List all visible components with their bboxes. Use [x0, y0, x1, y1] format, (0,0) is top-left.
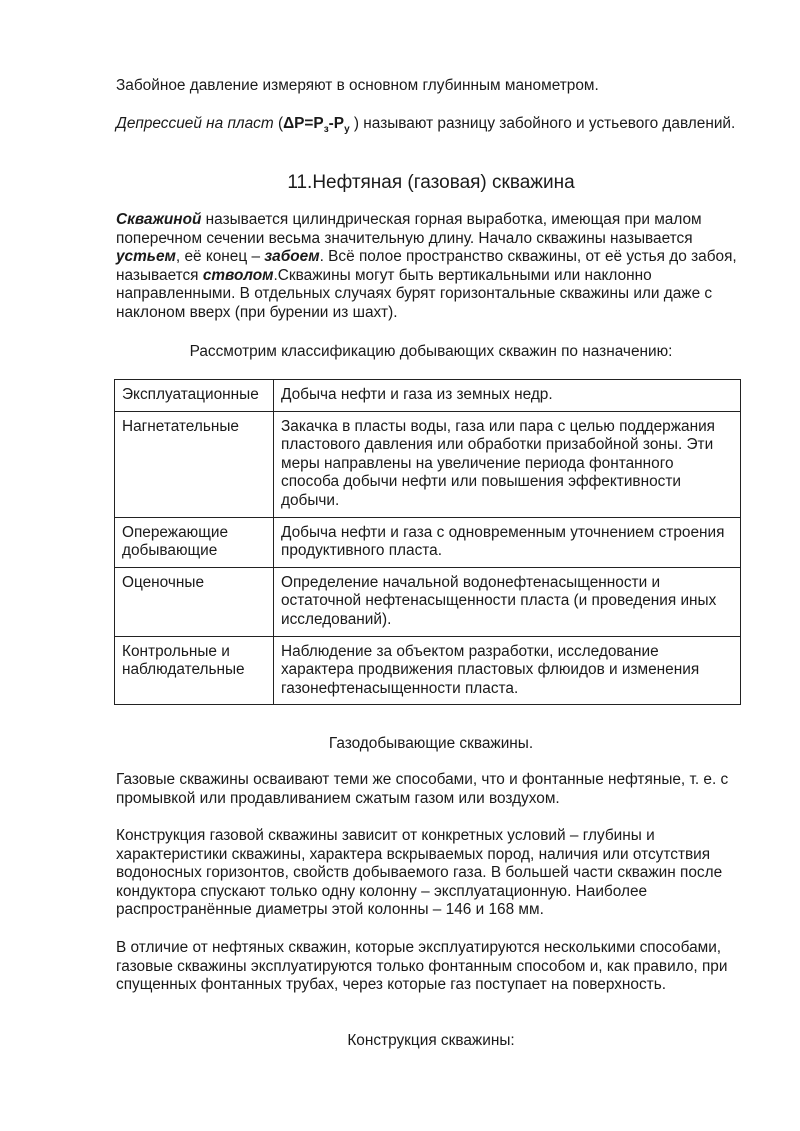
- formula-subscript-u: у: [344, 124, 350, 136]
- subheading-gas-wells: Газодобывающие скважины.: [328, 735, 534, 752]
- well-type-cell: Оценочные: [115, 567, 274, 636]
- term-bottomhole: забоем: [264, 248, 320, 266]
- well-type-cell: Эксплуатационные: [115, 380, 274, 412]
- paragraph-gas-well-operation: В отличие от нефтяных скважин, которые эксплуатируются несколькими способами, газовые скважины эксплуатируются только фонтанным способом и, как правило, при спущенных фонтанных трубах, через которые газ поступает на поверхность.: [116, 939, 728, 994]
- term-borehole: стволом: [202, 266, 274, 284]
- paragraph-depression: [116, 115, 746, 134]
- formula-subscript-z: з: [323, 124, 329, 136]
- well-purpose-cell: Добыча нефти и газа с одновременным уточнением строения продуктивного пласта.: [274, 517, 741, 567]
- term-wellhead: устьем: [116, 248, 176, 266]
- paragraph-classification-intro: Рассмотрим классификацию добывающих скважин по назначению:: [189, 343, 673, 360]
- table-row: [115, 517, 741, 567]
- text-open: (: [273, 115, 284, 132]
- text-close: ) называют разницу забойного и устьевого давлений.: [349, 115, 736, 132]
- term-depression: Депрессией на пласт: [116, 115, 274, 132]
- table-row: [115, 567, 741, 636]
- well-type-cell: Опережающие добывающие: [115, 517, 274, 567]
- well-purpose-cell: Определение начальной водонефтенасыщенности и остаточной нефтенасыщенности пласта (и проведения иных исследований).: [274, 567, 741, 636]
- table-row: [115, 411, 741, 517]
- section-heading: 11.Нефтяная (газовая) скважина: [287, 172, 575, 193]
- formula-part: ΔP=P: [283, 115, 324, 132]
- formula-delta-p: [283, 115, 350, 136]
- text: . Всё полое пространство скважины, от её устья до забоя, называется: [116, 248, 737, 284]
- formula-part: -P: [328, 115, 345, 132]
- table-row: [115, 636, 741, 705]
- subheading-well-construction: Конструкция скважины:: [347, 1032, 515, 1049]
- well-purpose-cell: Наблюдение за объектом разработки, исследование характера продвижения пластовых флюидов и изменения газонефтенасыщенности пласта.: [274, 636, 741, 705]
- well-purpose-cell: Закачка в пласты воды, газа или пара с целью поддержания пластового давления или обработки призабойной зоны. Эти меры направлены на увеличение периода фонтанного способа добычи нефти или повышения эффективности добычи.: [274, 411, 741, 517]
- term-well: Скважиной: [116, 211, 202, 228]
- paragraph-well-definition: [116, 211, 746, 323]
- classification-table: [114, 379, 741, 705]
- well-type-cell: Нагнетательные: [115, 411, 274, 517]
- text: , её конец –: [175, 248, 265, 266]
- well-type-cell: Контрольные и наблюдательные: [115, 636, 274, 705]
- paragraph-gas-well-development: Газовые скважины осваивают теми же способами, что и фонтанные нефтяные, т. е. с промывкой или продавливанием сжатым газом или воздухом.: [116, 771, 729, 807]
- paragraph-bottomhole-pressure: Забойное давление измеряют в основном глубинным манометром.: [116, 77, 599, 94]
- paragraph-gas-well-construction: Конструкция газовой скважины зависит от конкретных условий – глубины и характеристики скважины, характера вскрываемых пород, наличия или отсутствия водоносных горизонтов, свойств добываемого газа. В большей части скважин после кондуктора спускают только одну колонну – эксплуатационную. Наиболее распространённые диаметры этой колонны – 146 и 168 мм.: [116, 827, 723, 919]
- text: .Скважины могут быть вертикальными или наклонно направленными. В отдельных случаях бурят горизонтальные скважины или даже с наклоном вверх (при бурении из шахт).: [116, 266, 713, 321]
- well-purpose-cell: Добыча нефти и газа из земных недр.: [274, 380, 741, 412]
- text: называется цилиндрическая горная выработка, имеющая при малом поперечном сечении весьма значительную длину. Начало скважины называется: [116, 211, 702, 247]
- table-row: [115, 380, 741, 412]
